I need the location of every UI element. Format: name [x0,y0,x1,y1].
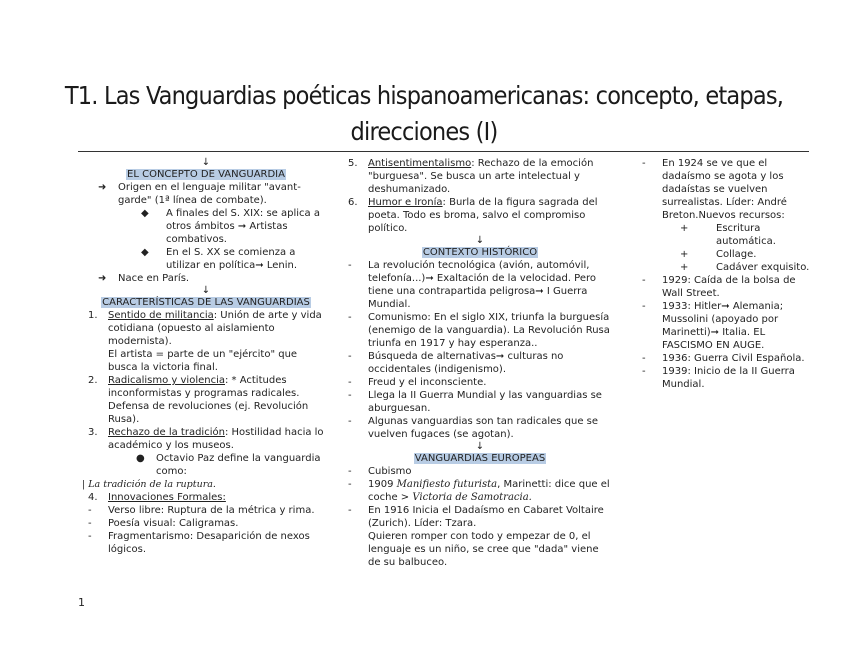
item-text: Poesía visual: Caligramas. [108,518,239,529]
item-text: , Marinetti: dice que el coche > [368,479,610,503]
dash-marker: - [348,479,352,490]
dash-marker: - [348,312,352,323]
dash-marker: - [348,260,352,271]
item-text: La revolución tecnológica (avión, automóvil, telefonía...)➞ Exaltación de la velocidad. Pero tiene una contrapartida peligrosa➞ I Guerra Mundial. [368,260,597,310]
plus-item [640,222,810,248]
item-term: Rechazo de la tradición [108,427,225,438]
dash-item [346,350,614,376]
numbered-item [86,374,326,426]
numbered-item [86,426,326,452]
item-text: 1936: Guerra Civil Española. [662,353,805,364]
heading-contexto [346,246,614,259]
plus-marker: + [680,262,689,273]
quote-ruptura: | La tradición de la ruptura. [82,479,216,490]
dash-marker: - [642,353,646,364]
item-number: 4. [88,492,98,503]
heading-vanguardias-europeas [346,452,614,465]
title-line-1: T1. Las Vanguardias poéticas hispanoamericanas: concepto, etapas, [64,81,784,110]
dash-item [640,157,810,222]
item-italic: Victoria de Samotracia. [412,492,532,503]
item-text: Nace en París. [118,273,190,284]
item-text: Cadáver exquisito. [716,262,810,273]
dash-marker: - [642,366,646,377]
diamond-icon: ◆ [141,247,149,258]
item-text: Verso libre: Ruptura de la métrica y rima. [108,505,315,516]
column-3 [640,157,810,391]
down-arrow-icon: ↓ [475,235,485,246]
item-text: 1929: Caída de la bolsa de Wall Street. [662,275,796,299]
list-item [86,181,326,207]
item-number: 5. [348,158,358,169]
dash-item [86,517,326,530]
dash-item [346,504,614,569]
item-number: 3. [88,427,98,438]
item-text: Escritura automática. [716,223,776,247]
numbered-item [346,157,614,196]
dash-item [640,274,810,300]
page-number: 1 [78,596,85,609]
right-arrow-icon: ➜ [98,273,107,284]
item-term: Sentido de militancia [108,310,214,321]
item-number: 6. [348,197,358,208]
dash-item [346,478,614,504]
title-divider [78,151,809,152]
item-text: Freud y el inconsciente. [368,377,487,388]
item-text: El artista = parte de un "ejército" que busca la victoria final. [108,349,298,373]
item-text: 1939: Inicio de la II Guerra Mundial. [662,366,795,390]
item-text: : Unión de arte y vida cotidiana (opuesto al aislamiento modernista). [108,310,322,347]
item-text: : * Actitudes inconformistas y programas radicales. Defensa de revoluciones (ej. Revolución Rusa). [108,375,309,425]
plus-marker: + [680,223,689,234]
item-text: 1933: Hitler➞ Alemania; Mussolini (apoyado por Marinetti)➞ Italia. EL FASCISMO EN AUGE. [662,301,784,351]
diamond-icon: ◆ [141,208,149,219]
dash-marker: - [348,351,352,362]
plus-item [640,261,810,274]
item-text: Algunas vanguardias son tan radicales que se vuelven fugaces (se agotan). [368,416,599,440]
heading-concepto [86,168,326,181]
item-text: : Rechazo de la emoción "burguesa". Se busca un arte intelectual y deshumanizado. [368,158,594,195]
document-title [60,78,788,150]
item-text: Fragmentarismo: Desaparición de nexos lógicos. [108,531,310,555]
dash-marker: - [642,158,646,169]
item-term: Radicalismo y violencia [108,375,225,386]
dash-item [346,259,614,311]
plus-item [640,248,810,261]
dash-marker: - [88,518,92,529]
numbered-item [86,491,326,504]
dash-marker: - [348,416,352,427]
dash-item [346,465,614,478]
down-arrow-icon: ↓ [201,157,211,168]
dash-item [346,415,614,441]
dash-item [640,352,810,365]
right-arrow-icon: ➜ [98,182,107,193]
dash-marker: - [348,466,352,477]
item-text: En el S. XX se comienza a utilizar en política➞ Lenin. [166,247,298,271]
dash-marker: - [88,531,92,542]
item-text: Búsqueda de alternativas➞ culturas no occidentales (indigenismo). [368,351,564,375]
down-arrow-icon: ↓ [201,285,211,296]
list-item [86,207,326,246]
item-text: Llega la II Guerra Mundial y las vanguardias se aburguesan. [368,390,602,414]
item-text: Origen en el lenguaje militar "avant-garde" (1ª línea de combate). [118,182,301,206]
heading-vanguardias-europeas-text: VANGUARDIAS EUROPEAS [414,453,546,464]
dash-item [346,376,614,389]
item-text: Octavio Paz define la vanguardia como: [156,453,321,477]
numbered-item [346,196,614,235]
title-line-2: direcciones (I) [350,117,498,146]
numbered-item [86,309,326,374]
item-text: Comunismo: En el siglo XIX, triunfa la burguesía (enemigo de la vanguardia). La Revolución Rusa triunfa en 1917 y hay esperanza.. [368,312,610,349]
heading-caracteristicas [86,296,326,309]
item-text: En 1924 se ve que el dadaísmo se agota y los dadaístas se vuelven surrealistas. Líder: André Breton.Nuevos recursos: [662,158,787,221]
item-number: 1. [88,310,98,321]
dash-item [86,530,326,556]
item-text: : Burla de la figura sagrada del poeta. Todo es broma, salvo el compromiso político. [368,197,598,234]
dash-marker: - [348,390,352,401]
down-arrow-icon: ↓ [475,441,485,452]
heading-concepto-text: EL CONCEPTO DE VANGUARDIA [127,169,285,180]
dash-marker: - [642,301,646,312]
heading-contexto-text: CONTEXTO HISTÓRICO [422,247,538,258]
item-text: : Hostilidad hacia lo académico y los museos. [108,427,324,451]
plus-marker: + [680,249,689,260]
dash-marker: - [642,275,646,286]
item-text: Cubismo [368,466,412,477]
list-item [86,452,326,478]
dash-item [640,300,810,352]
dash-marker: - [348,505,352,516]
dash-item [640,365,810,391]
item-term: Humor e Ironía [368,197,443,208]
list-item [86,272,326,285]
heading-caracteristicas-text: CARACTERÍSTICAS DE LAS VANGUARDIAS [102,297,310,308]
item-text: Quieren romper con todo y empezar de 0, el lenguaje es un niño, se cree que "dada" viene de su balbuceo. [368,531,599,568]
item-italic: Manifiesto futurista [396,479,498,490]
dash-item [346,311,614,350]
item-term: Antisentimentalismo [368,158,472,169]
column-1 [82,157,326,556]
item-number: 2. [88,375,98,386]
item-text: En 1916 Inicia el Dadaísmo en Cabaret Voltaire (Zurich). Líder: Tzara. [368,505,604,529]
bullet-icon: ● [136,453,145,464]
item-text: 1909 [368,479,397,490]
dash-marker: - [88,505,92,516]
dash-item [86,504,326,517]
column-2 [346,157,614,569]
list-item [86,246,326,272]
dash-marker: - [348,377,352,388]
item-text: Collage. [716,249,757,260]
dash-item [346,389,614,415]
item-term: Innovaciones Formales: [108,492,226,503]
item-text: A finales del S. XIX: se aplica a otros ámbitos ➞ Artistas combativos. [166,208,320,245]
